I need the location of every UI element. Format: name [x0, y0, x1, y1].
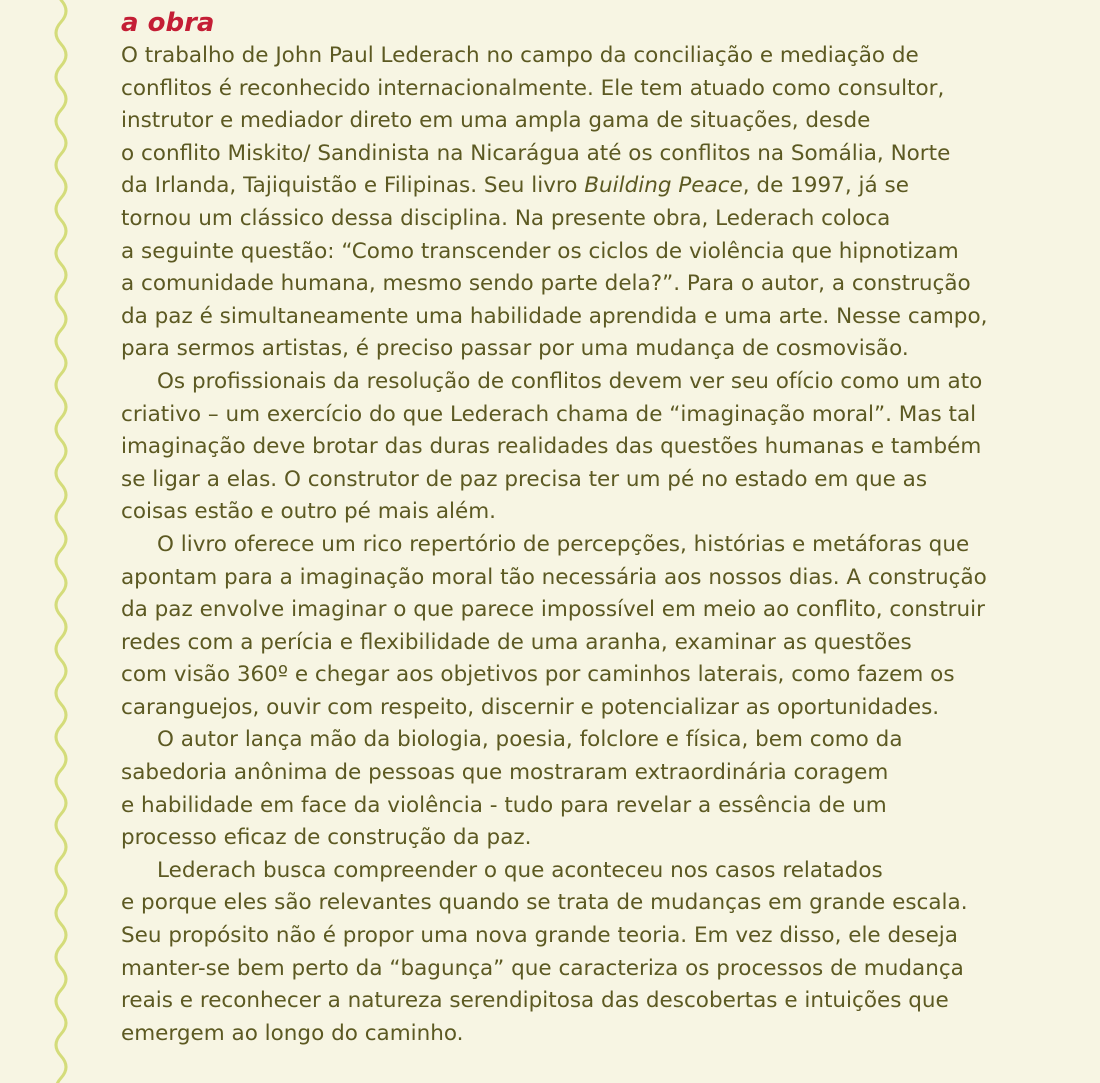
- text-line: coisas estão e outro pé mais além.: [121, 499, 497, 525]
- text-line: da paz envolve imaginar o que parece impossível em meio ao conflito, construir: [121, 597, 985, 623]
- text-line: a seguinte questão: “Como transcender os ciclos de violência que hipnotizam: [121, 238, 959, 264]
- article-body: [121, 6, 1081, 1050]
- text-line: e habilidade em face da violência - tudo para revelar a essência de um: [121, 792, 887, 818]
- text-line: caranguejos, ouvir com respeito, discernir e potencializar as oportunidades.: [121, 694, 940, 720]
- text-line: redes com a perícia e flexibilidade de uma aranha, examinar as questões: [121, 629, 912, 655]
- text-line: para sermos artistas, é preciso passar por uma mudança de cosmovisão.: [121, 336, 909, 362]
- paragraph: [121, 529, 1081, 725]
- paragraph: [121, 855, 1081, 1051]
- text-line: Lederach busca compreender o que aconteceu nos casos relatados: [157, 857, 883, 883]
- section-title: a obra: [121, 8, 215, 38]
- text-fragment: da Irlanda, Tajiquistão e Filipinas. Seu livro: [121, 173, 585, 199]
- text-line: reais e reconhecer a natureza serendipitosa das descobertas e intuições que: [121, 988, 949, 1014]
- book-title-italic: Building Peace: [584, 173, 743, 199]
- paragraph: [121, 724, 1081, 854]
- text-line: processo eficaz de construção da paz.: [121, 825, 532, 851]
- text-line: instrutor e mediador direto em uma ampla gama de situações, desde: [121, 108, 871, 134]
- text-line: imaginação deve brotar das duras realidades das questões humanas e também: [121, 434, 982, 460]
- text-line: emergem ao longo do caminho.: [121, 1020, 464, 1046]
- text-line: a comunidade humana, mesmo sendo parte dela?”. Para o autor, a construção: [121, 271, 971, 297]
- text-line: Seu propósito não é propor uma nova grande teoria. Em vez disso, ele deseja: [121, 923, 958, 949]
- text-line: criativo – um exercício do que Lederach chama de “imaginação moral”. Mas tal: [121, 401, 977, 427]
- text-line: e porque eles são relevantes quando se trata de mudanças em grande escala.: [121, 890, 968, 916]
- text-line: [121, 170, 1081, 203]
- paragraphs-container: [121, 40, 1081, 1050]
- text-line: da paz é simultaneamente uma habilidade aprendida e uma arte. Nesse campo,: [121, 303, 988, 329]
- paragraph: [121, 40, 1081, 366]
- text-line: se ligar a elas. O construtor de paz precisa ter um pé no estado em que as: [121, 466, 928, 492]
- text-line: com visão 360º e chegar aos objetivos por caminhos laterais, como fazem os: [121, 662, 955, 688]
- text-line: tornou um clássico dessa disciplina. Na presente obra, Lederach coloca: [121, 205, 891, 231]
- text-line: O livro oferece um rico repertório de percepções, histórias e metáforas que: [157, 531, 970, 557]
- text-line: sabedoria anônima de pessoas que mostraram extraordinária coragem: [121, 760, 889, 786]
- text-line: conflitos é reconhecido internacionalmente. Ele tem atuado como consultor,: [121, 75, 945, 101]
- text-line: Os profissionais da resolução de conflitos devem ver seu ofício como um ato: [157, 368, 983, 394]
- text-line: O autor lança mão da biologia, poesia, folclore e física, bem como da: [157, 727, 903, 753]
- paragraph: [121, 366, 1081, 529]
- text-line: manter-se bem perto da “bagunça” que caracteriza os processos de mudança: [121, 955, 964, 981]
- text-line: O trabalho de John Paul Lederach no campo da conciliação e mediação de: [121, 43, 919, 68]
- text-line: apontam para a imaginação moral tão necessária aos nossos dias. A construção: [121, 564, 987, 590]
- wavy-line: [56, 0, 66, 1083]
- wavy-border-decoration: [46, 0, 76, 1083]
- text-line: o conflito Miskito/ Sandinista na Nicarágua até os conflitos na Somália, Norte: [121, 140, 951, 166]
- text-fragment: , de 1997, já se: [742, 173, 909, 199]
